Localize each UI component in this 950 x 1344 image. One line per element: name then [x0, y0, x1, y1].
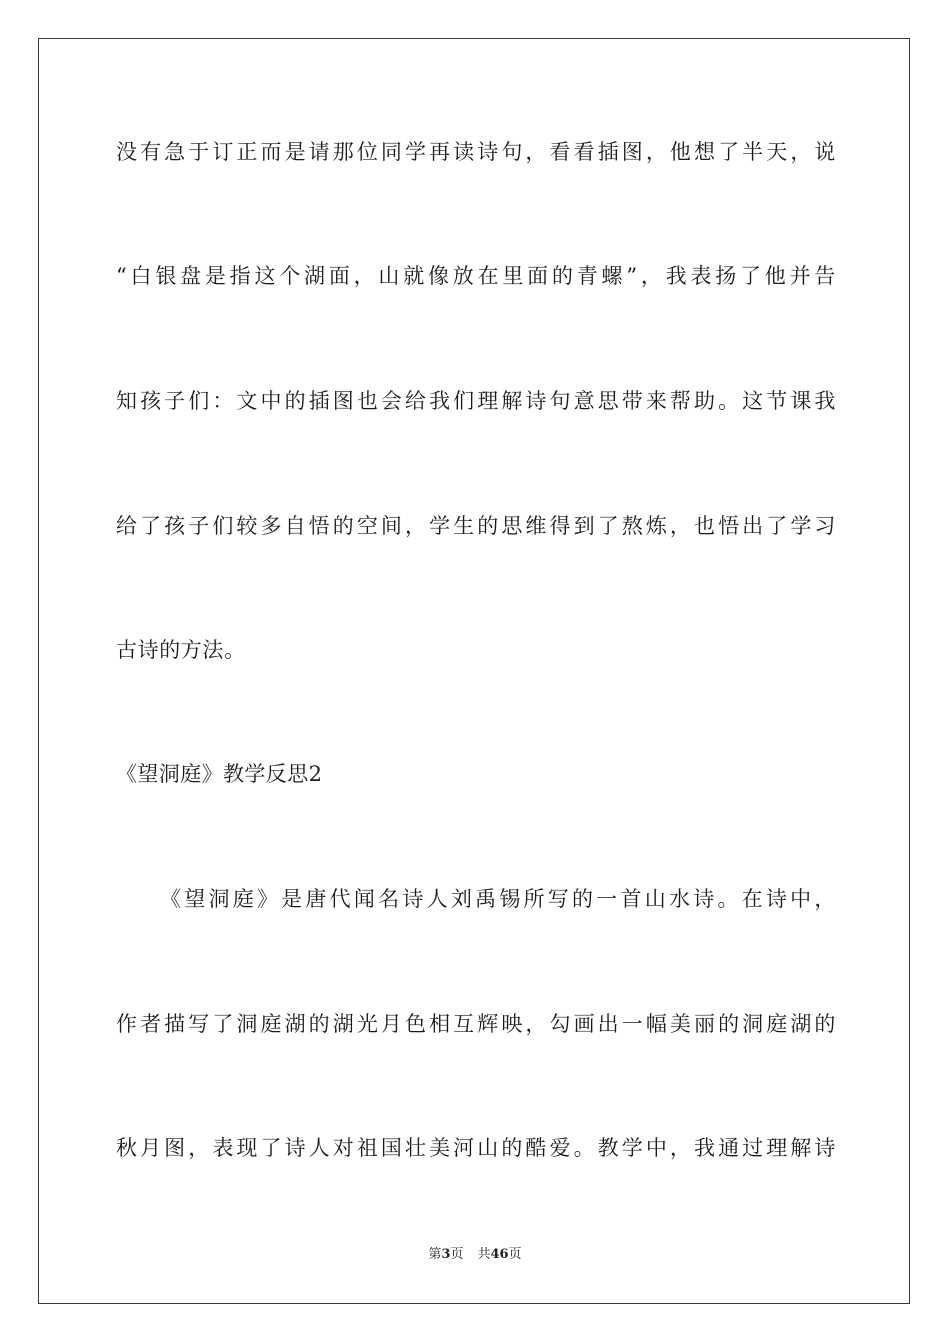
section-title: 《望洞庭》教学反思2	[116, 762, 323, 786]
body-line-1: 没有急于订正而是请那位同学再读诗句，看看插图，他想了半天，说	[116, 140, 836, 164]
page-footer	[0, 1246, 950, 1264]
page-number: 3	[441, 1247, 451, 1262]
section-line-2: 作者描写了洞庭湖的湖光月色相互辉映，勾画出一幅美丽的洞庭湖的	[116, 1012, 836, 1036]
total-pages: 46	[490, 1247, 509, 1262]
page-prefix: 第	[428, 1247, 442, 1262]
section-line-1: 《望洞庭》是唐代闻名诗人刘禹锡所写的一首山水诗。在诗中，	[160, 887, 836, 911]
page-suffix: 页	[450, 1247, 464, 1262]
total-suffix: 页	[508, 1247, 522, 1262]
page-border	[38, 38, 910, 1304]
body-line-4: 给了孩子们较多自悟的空间，学生的思维得到了熬炼，也悟出了学习	[116, 514, 836, 538]
total-prefix: 共	[477, 1247, 491, 1262]
body-line-2: “白银盘是指这个湖面，山就像放在里面的青螺”，我表扬了他并告	[116, 264, 836, 288]
body-line-3: 知孩子们：文中的插图也会给我们理解诗句意思带来帮助。这节课我	[116, 389, 836, 413]
section-line-3: 秋月图，表现了诗人对祖国壮美河山的酷爱。教学中，我通过理解诗	[116, 1136, 836, 1160]
body-line-5: 古诗的方法。	[116, 638, 246, 662]
